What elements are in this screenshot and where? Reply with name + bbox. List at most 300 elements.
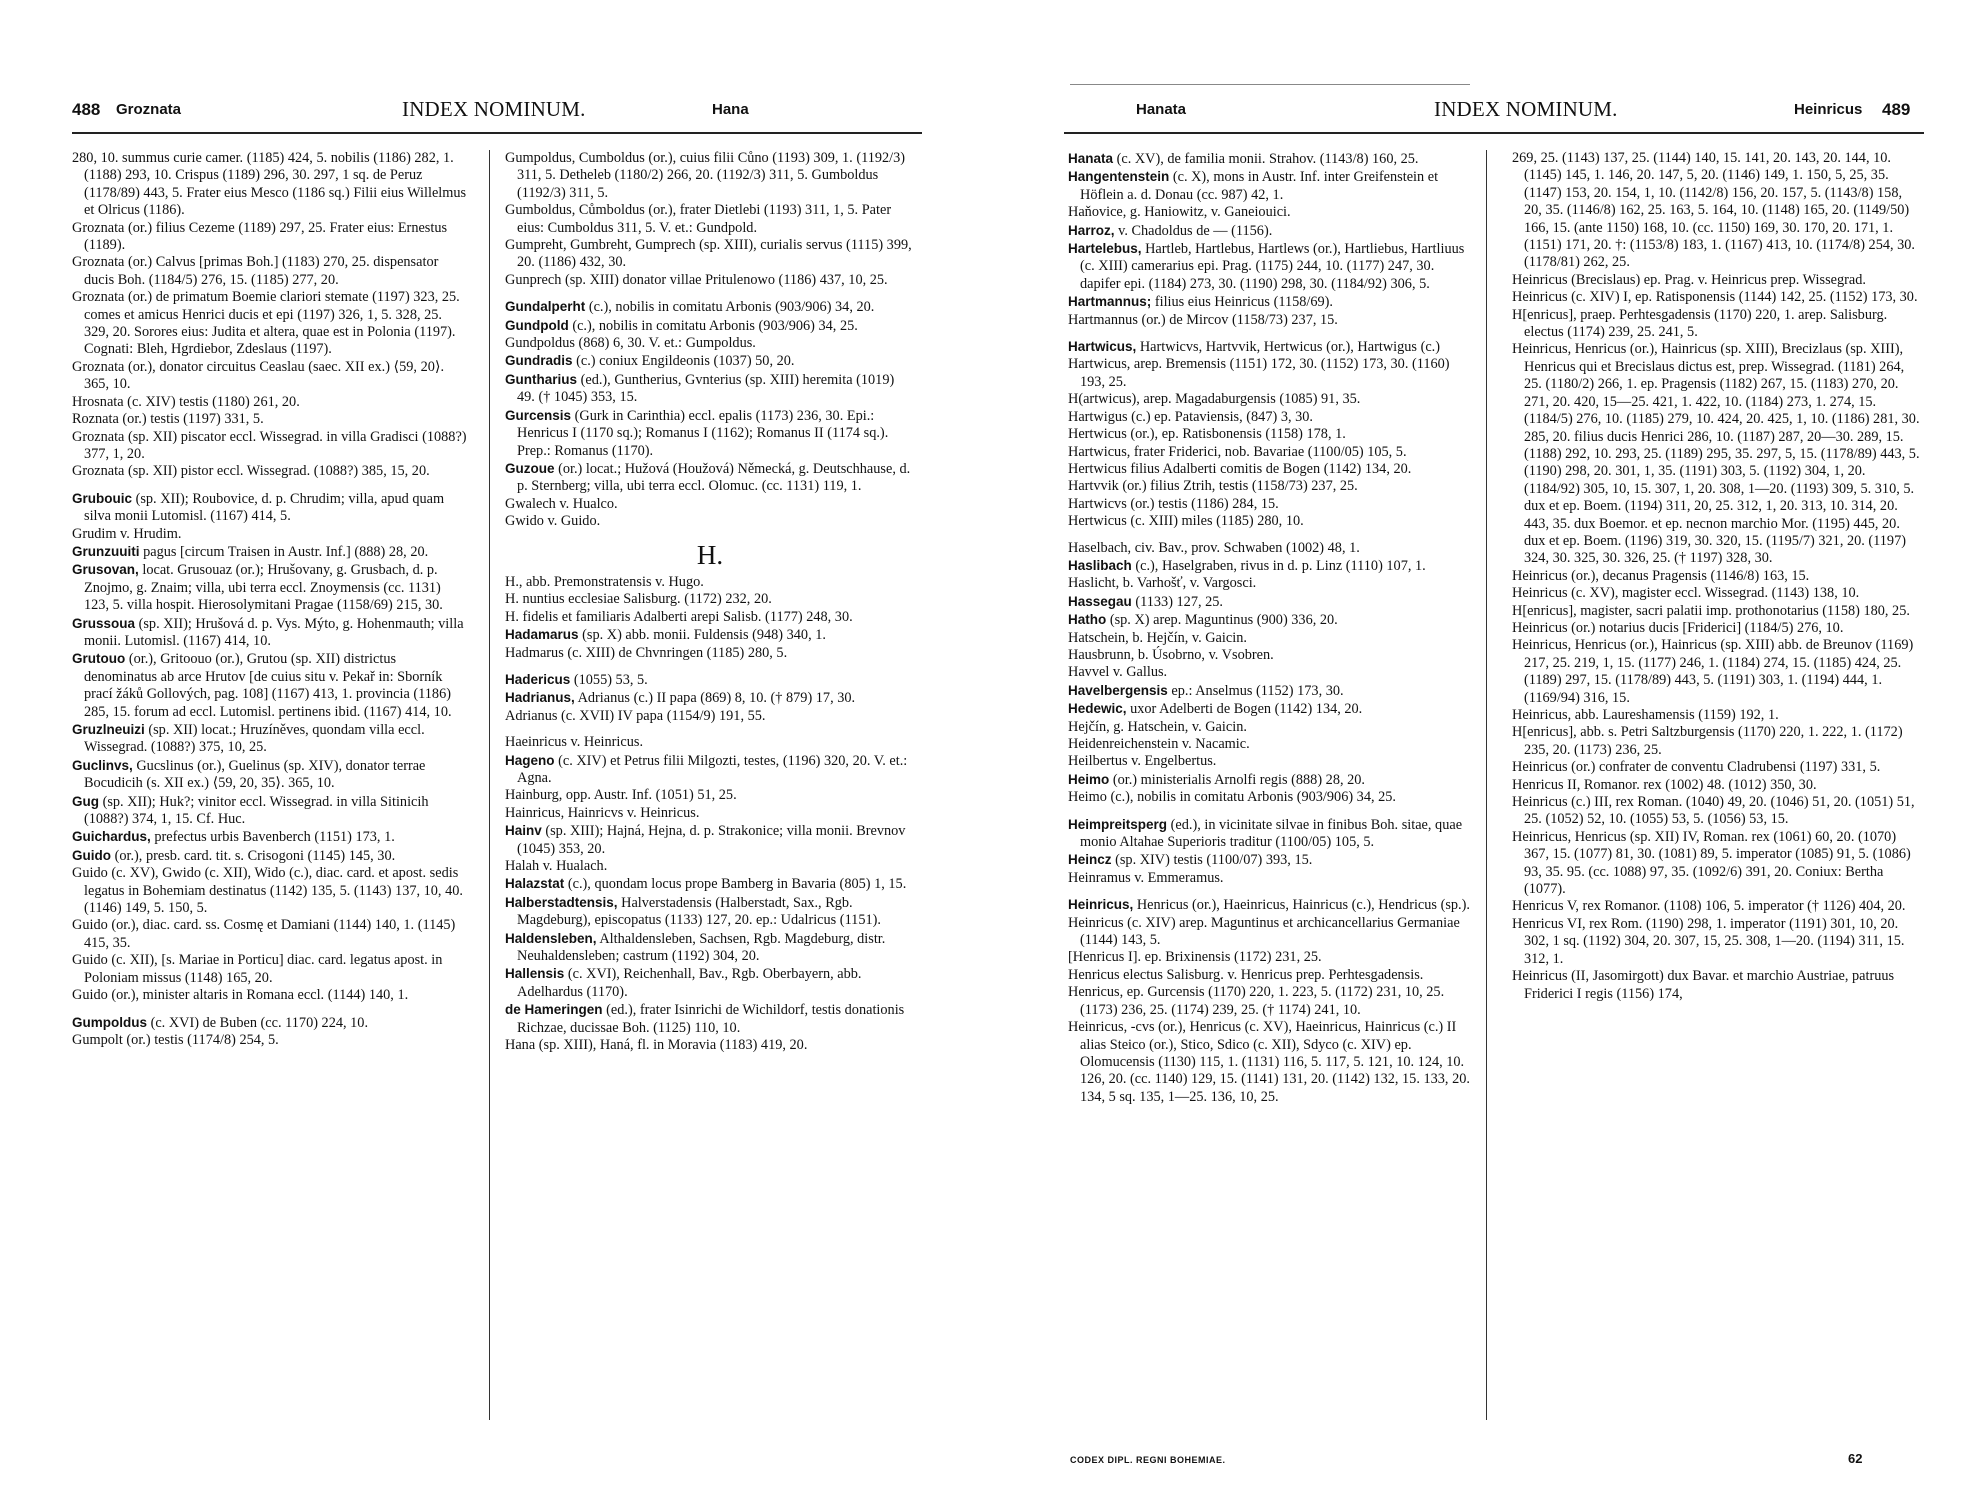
index-entry-text: (or.), presb. card. tit. s. Crisogoni (1145) 145, 30. <box>114 847 396 864</box>
index-entry <box>1068 338 1473 356</box>
index-entry <box>505 734 915 751</box>
index-entry <box>72 793 467 829</box>
index-entry-text: Groznata (sp. XII) piscator eccl. Wissegrad. in villa Gradisci (1088?) 377, 1, 20. <box>72 428 467 462</box>
index-entry <box>1512 150 1922 272</box>
index-entry-text: prefectus urbis Bavenberch (1151) 173, 1. <box>154 829 395 846</box>
index-entry-text: Heinricus (c. XV), magister eccl. Wissegrad. (1143) 138, 10. <box>1512 585 1860 602</box>
index-entry-text: H. nuntius ecclesiae Salisburg. (1172) 232, 20. <box>505 591 772 608</box>
index-entry-text: (c.), quondam locus prope Bamberg in Bavaria (805) 1, 15. <box>567 876 907 893</box>
index-entry-text: (sp. XIV) testis (1100/07) 393, 15. <box>1115 852 1313 869</box>
index-headword: de Hameringen <box>505 1002 603 1018</box>
index-entry <box>505 1001 915 1037</box>
index-headword: Hartmannus; <box>1068 294 1152 310</box>
index-entry-text: Hejčín, g. Hatschein, v. Gaicin. <box>1068 718 1247 735</box>
right-running-header <box>1064 92 1924 134</box>
index-entry-text: Henricus II, Romanor. rex (1002) 48. (1012) 350, 30. <box>1512 776 1817 793</box>
index-headword: Heimo <box>1068 771 1110 787</box>
index-entry-text: [Henricus I]. ep. Brixinensis (1172) 231, 25. <box>1068 949 1322 966</box>
index-entry <box>1068 611 1473 629</box>
index-entry <box>1068 540 1473 557</box>
index-headword: Hageno <box>505 752 555 768</box>
index-headword: Hatho <box>1068 612 1107 628</box>
index-entry <box>505 591 915 608</box>
index-entry <box>72 150 467 220</box>
index-headword: Guichardus, <box>72 829 151 845</box>
index-entry-text: Hartwicvs (or.) testis (1186) 284, 15. <box>1068 495 1279 512</box>
index-entry <box>1068 816 1473 852</box>
index-entry-text: H. fidelis et familiaris Adalberti arepi Salisb. (1177) 248, 30. <box>505 608 853 625</box>
index-entry-text: Heinricus, -cvs (or.), Henricus (c. XV), Haeinricus, Hainricus (c.) II alias Steico (or.), Stico, Sdico (c. XII), Sdyco (c. XIV) ep. Olomucensis (1130) 115, 1. (1131) 116, 5. 117, 5. 121, 10. 124, 10. 126, 20. (cc. 1140) 129, 15. (1141) 131, 20. (1142) 132, 15. 133, 20. 134, 5 sq. 135, 1—25. 136, 10, 25. <box>1068 1019 1470 1105</box>
index-entry <box>1068 870 1473 887</box>
index-entry <box>505 787 915 804</box>
index-entry <box>505 645 915 662</box>
index-entry-text: (c. XVI) de Buben (cc. 1170) 224, 10. <box>150 1014 369 1031</box>
index-entry-text: Gunprech (sp. XIII) donator villae Pritulenowo (1186) 437, 10, 25. <box>505 271 888 288</box>
index-entry-text: (ed.), Guntherius, Gvnterius (sp. XIII) heremita (1019) 49. († 1045) 353, 15. <box>517 371 895 406</box>
index-entry-text: Halverstadensis (Halberstadt, Sax., Rgb. Magdeburg), episcopatus (1133) 127, 20. ep.: Udalricus (1151). <box>517 894 881 929</box>
index-headword: Haldensleben, <box>505 930 597 946</box>
index-entry-text: 269, 25. (1143) 137, 25. (1144) 140, 15. 141, 20. 143, 20. 144, 10. (1145) 145, 1. 146, 20. 147, 5, 20. (1146) 149, 1. 150, 5, 25, 35. (1147) 153, 20. 154, 1, 10. (1142/8) 156, 20. 157, 5. (1143/8) 158, 20, 35. (1146/8) 162, 25. 163, 5. 164, 10. (1148) 165, 20. (1149/50) 166, 15. (ante 1150) 168, 10. (cc. 1150) 169, 30. 170, 20. 171, 1. (1151) 171, 20. †: (1153/8) 183, 1. (1167) 413, 10. (1174/8) 254, 30. (1178/81) 262, 25. <box>1512 150 1916 271</box>
index-entry <box>72 490 467 526</box>
left-header-first-keyword: Groznata <box>116 101 182 118</box>
index-entry <box>72 865 467 917</box>
index-entry-text: (sp. X) abb. monii. Fuldensis (948) 340, 1. <box>582 627 826 644</box>
index-entry <box>1068 222 1473 240</box>
index-entry-text: (1055) 53, 5. <box>573 671 648 688</box>
index-entry-text: (ed.), frater Isinrichi de Wichildorf, testis donationis Richzae, ducissae Boh. (1125) 110, 10. <box>517 1002 905 1036</box>
index-entry-text: (c.), nobilis in comitatu Arbonis (903/906) 34, 20. <box>588 299 875 316</box>
index-entry-text: Groznata (or.), donator circuitus Ceaslau (saec. XII ex.) ⟨59, 20⟩. 365, 10. <box>72 358 445 393</box>
index-entry <box>505 460 915 496</box>
index-entry <box>72 289 467 359</box>
index-entry <box>1068 478 1473 495</box>
index-entry <box>1512 707 1922 724</box>
index-entry <box>1068 771 1473 789</box>
index-entry <box>505 689 915 707</box>
index-headword: Gumpoldus <box>72 1014 147 1030</box>
index-entry-text: Hrosnata (c. XIV) testis (1180) 261, 20. <box>72 393 300 410</box>
index-entry-text: Grudim v. Hrudim. <box>72 525 182 542</box>
index-entry <box>505 352 915 370</box>
index-entry-text: (1133) 127, 25. <box>1135 593 1223 610</box>
index-entry <box>1512 289 1922 306</box>
index-entry <box>1068 312 1473 329</box>
index-entry-text: Hausbrunn, b. Úsobrno, v. Vsobren. <box>1068 646 1274 663</box>
index-entry-text: locat. Grusouaz (or.); Hrušovany, g. Grusbach, d. p. Znojmo, g. Znaim; villa, ubi terra eccl. Znoymensis (cc. 1131) 123, 5. villa hospit. Hierosolymitani Pragae (1158/69) 215, 30. <box>84 562 443 614</box>
index-entry-text: Hartwicvs, Hartvvik, Hertwicus (or.), Hartwigus (c.) <box>1139 339 1441 356</box>
index-headword: Hangentenstein <box>1068 169 1170 185</box>
index-entry-text: Heinricus (Brecislaus) ep. Prag. v. Heinricus prep. Wissegrad. <box>1512 271 1866 288</box>
index-entry <box>1068 409 1473 426</box>
right-header-last-keyword: Heinricus <box>1794 101 1863 118</box>
index-headword: Haslibach <box>1068 557 1132 573</box>
index-entry-text: Heinricus, abb. Laureshamensis (1159) 192, 1. <box>1512 707 1779 723</box>
index-entry <box>1068 753 1473 770</box>
index-entry <box>505 317 915 335</box>
index-headword: Hassegau <box>1068 593 1132 609</box>
index-entry <box>1512 568 1922 585</box>
index-entry <box>1512 829 1922 899</box>
index-entry <box>72 394 467 411</box>
index-entry-text: H., abb. Premonstratensis v. Hugo. <box>505 573 704 590</box>
index-entry <box>505 202 915 237</box>
index-entry <box>1068 851 1473 869</box>
index-headword: Halberstadtensis, <box>505 894 618 910</box>
index-entry-text: Hainricus, Hainricvs v. Heinricus. <box>505 804 700 821</box>
left-column-2 <box>505 150 915 1055</box>
index-entry-text: Henricus V, rex Romanor. (1108) 106, 5. imperator († 1126) 404, 20. <box>1512 898 1906 915</box>
index-headword: Guntharius <box>505 371 578 387</box>
index-entry <box>1068 630 1473 647</box>
index-entry <box>72 220 467 255</box>
index-entry <box>1068 700 1473 718</box>
index-headword: Hadamarus <box>505 627 579 643</box>
index-entry <box>1068 647 1473 664</box>
index-entry <box>72 429 467 464</box>
index-entry <box>1512 916 1922 968</box>
index-entry-text: Haeinricus v. Heinricus. <box>505 734 644 751</box>
index-entry-text: Althaldensleben, Sachsen, Rgb. Magdeburg, distr. Neuhaldensleben; castrum (1192) 304, 20. <box>517 930 886 965</box>
index-entry-text: Adrianus (c.) II papa (869) 8, 10. († 879) 17, 30. <box>577 690 856 707</box>
index-entry <box>505 609 915 626</box>
index-entry-text: Haselbach, civ. Bav., prov. Schwaben (1002) 48, 1. <box>1068 539 1360 556</box>
index-entry-text: (or.) locat.; Hužová (Houžová) Německá, g. Deutschhause, d. p. Sternberg; villa, ubi terra eccl. Olomuc. (cc. 1131) 119, 1. <box>517 460 911 495</box>
index-headword: Gundradis <box>505 353 573 369</box>
index-entry-text: (or.) ministerialis Arnolfi regis (888) 28, 20. <box>1112 771 1365 788</box>
index-headword: Grunzuuiti <box>72 543 140 559</box>
index-entry-text: pagus [circum Traisen in Austr. Inf.] (888) 28, 20. <box>143 543 429 560</box>
index-entry-text: ep.: Anselmus (1152) 173, 30. <box>1171 682 1344 699</box>
index-entry-text: H[enricus], abb. s. Petri Saltzburgensis (1170) 220, 1. 222, 1. (1172) 235, 20. (1173) 236, 25. <box>1512 724 1903 758</box>
section-letter: H. <box>696 539 724 570</box>
index-entry <box>1068 426 1473 443</box>
index-entry-text: Hartwicus, frater Friderici, nob. Bavariae (1100/05) 105, 5. <box>1068 443 1407 460</box>
index-entry <box>505 150 915 202</box>
index-headword: Gundpold <box>505 317 569 333</box>
index-entry-text: Haslicht, b. Varhošť, v. Vargosci. <box>1068 575 1257 592</box>
index-headword: Hanata <box>1068 151 1114 166</box>
index-entry-text: Henricus VI, rex Rom. (1190) 298, 1. imperator (1191) 301, 10, 20. 302, 1 sq. (1192) 304, 20. 307, 15, 25. 308, 1—20. (1194) 311, 15. 312, 1. <box>1512 915 1905 967</box>
index-entry-text: (c. XIV) et Petrus filii Milgozti, testes, (1196) 320, 20. V. et.: Agna. <box>517 752 908 786</box>
index-entry <box>1512 620 1922 637</box>
index-entry-text: Roznata (or.) testis (1197) 331, 5. <box>72 411 264 428</box>
index-entry <box>1068 150 1473 168</box>
index-entry <box>1512 724 1922 759</box>
index-entry-text: (c. X), mons in Austr. Inf. inter Greifenstein et Höflein a. d. Donau (cc. 987) 42, 1. <box>1080 169 1439 203</box>
index-entry-text: Gwalech v. Hualco. <box>505 495 618 512</box>
right-header-title: INDEX NOMINUM. <box>1434 97 1618 121</box>
index-headword: Halazstat <box>505 876 565 892</box>
index-entry <box>505 858 915 875</box>
right-column-1 <box>1068 150 1473 1106</box>
index-entry-text: Gumpoldus, Cumboldus (or.), cuius filii Cůno (1193) 309, 1. (1192/3) 311, 5. Detheleb (1180/2) 266, 20. (1192/3) 311, 5. Gumboldus (1192/3) 311, 5. <box>505 150 906 201</box>
index-entry-text: uxor Adelberti de Bogen (1142) 134, 20. <box>1130 701 1363 718</box>
index-entry-text: (c.), nobilis in comitatu Arbonis (903/906) 34, 25. <box>572 317 858 334</box>
index-entry-text: Heinricus (c. XIV) I, ep. Ratisponensis (1144) 142, 25. (1152) 173, 30. <box>1512 289 1918 306</box>
index-entry-text: (c. XVI), Reichenhall, Bav., Rgb. Oberbayern, abb. Adelhardus (1170). <box>517 966 862 1000</box>
index-entry <box>1068 719 1473 736</box>
index-entry-text: Henricus, ep. Gurcensis (1170) 220, 1. 223, 5. (1172) 231, 10, 25. (1173) 236, 25. (1174) 239, 25. († 1174) 241, 10. <box>1068 984 1445 1018</box>
index-entry-text: Hertwicus filius Adalberti comitis de Bogen (1142) 134, 20. <box>1068 460 1412 477</box>
index-entry-text: (sp. XIII); Hajná, Hejna, d. p. Strakonice; villa monii. Brevnov (1045) 353, 20. <box>517 823 906 857</box>
index-entry <box>72 952 467 987</box>
index-entry <box>72 561 467 614</box>
index-entry <box>1512 272 1922 289</box>
index-entry <box>1068 593 1473 611</box>
index-entry <box>1512 794 1922 829</box>
sheet-number: 62 <box>1848 1451 1863 1466</box>
index-entry-text: filius eius Heinricus (1158/69). <box>1154 294 1333 311</box>
index-entry-text: Hartwicus, arep. Bremensis (1151) 172, 30. (1152) 173, 30. (1160) 193, 25. <box>1068 356 1450 390</box>
index-entry-text: Hertwicus (c. XIII) miles (1185) 280, 10. <box>1068 513 1304 530</box>
index-entry <box>505 875 915 893</box>
index-headword: Heincz <box>1068 852 1112 868</box>
index-entry <box>72 650 467 721</box>
left-header-last-keyword: Hana <box>712 101 749 118</box>
index-headword: Grusovan, <box>72 562 139 578</box>
index-entry-text: Heimo (c.), nobilis in comitatu Arbonis (903/906) 34, 25. <box>1068 789 1396 806</box>
right-header-first-keyword: Hanata <box>1136 101 1187 118</box>
index-entry <box>1512 777 1922 794</box>
index-entry-text: Hartmannus (or.) de Mircov (1158/73) 237, 15. <box>1068 311 1338 328</box>
left-column-divider <box>489 150 490 1420</box>
index-entry <box>1068 240 1473 293</box>
index-entry <box>1068 1019 1473 1106</box>
left-column-1 <box>72 150 467 1049</box>
index-entry-text: Heinricus (or.), decanus Pragensis (1146/8) 163, 15. <box>1512 567 1810 584</box>
index-entry-text: Hertwicus (or.), ep. Ratisbonensis (1158) 178, 1. <box>1068 426 1346 443</box>
index-entry <box>1512 898 1922 915</box>
index-entry <box>1068 896 1473 914</box>
index-headword: Hedewic, <box>1068 701 1127 717</box>
index-entry-text: 280, 10. summus curie camer. (1185) 424, 5. nobilis (1186) 282, 1. (1188) 293, 10. Crispus (1189) 296, 30. 297, 1 sq. de Peruz (1178/89) 443, 5. Frater eius Mesco (1186 sq.) Filii eius Willelmus et Olricus (1186). <box>72 150 467 219</box>
right-header-top-rule <box>1070 84 1470 85</box>
index-entry <box>505 822 915 858</box>
index-entry-text: Groznata (or.) filius Cezeme (1189) 297, 25. Frater eius: Ernestus (1189). <box>72 219 448 254</box>
index-entry <box>72 828 467 846</box>
index-entry <box>1068 575 1473 592</box>
index-entry-text: (ed.), in vicinitate silvae in finibus Boh. sitae, quae monio Altahae Superioris traditur (1100/05) 105, 5. <box>1080 816 1463 851</box>
index-headword: Harroz, <box>1068 222 1115 238</box>
index-entry-text: Henricus (or.), Haeinricus, Hainricus (c.), Hendricus (sp.). <box>1136 897 1470 914</box>
index-headword: Gurcensis <box>505 407 572 423</box>
index-entry-text: Gumpreht, Gumbreht, Gumprech (sp. XIII), curialis servus (1115) 399, 20. (1186) 432, 30. <box>505 237 912 271</box>
index-entry <box>72 411 467 428</box>
left-running-header <box>72 92 922 134</box>
index-entry <box>505 513 915 530</box>
index-entry <box>505 805 915 822</box>
index-headword: Hainv <box>505 823 542 839</box>
index-entry <box>1068 949 1473 966</box>
index-entry-text: Gundpoldus (868) 6, 30. V. et.: Gumpoldus. <box>505 335 756 352</box>
index-entry <box>505 894 915 930</box>
index-entry <box>72 615 467 651</box>
index-entry <box>505 1037 915 1054</box>
index-entry <box>72 359 467 394</box>
index-entry-text: Heilbertus v. Engelbertus. <box>1068 753 1217 770</box>
index-entry-text: Groznata (or.) de primatum Boemie clariori stemate (1197) 323, 25. comes et amicus Henrici ducis et epi (1197) 326, 1, 5. 328, 25. 329, 20. Sorores eius: Judita et altera, quae est in Polonia (1197). Cognati: Bleh, Hgrdiebor, Zdeslaus (1197). <box>72 289 460 358</box>
index-entry-text: Halah v. Hualach. <box>505 858 608 875</box>
index-headword: Guzoue <box>505 460 555 476</box>
index-entry <box>72 721 467 757</box>
index-entry <box>1068 984 1473 1019</box>
index-entry-text: (Gurk in Carinthia) eccl. epalis (1173) 236, 30. Epi.: Henricus I (1170 sq.); Romanus I (1162); Romanus II (1174 sq.). Prep.: Romanus (1170). <box>517 407 889 459</box>
index-headword: Heimpreitsperg <box>1068 816 1168 832</box>
index-entry-text: Hartleb, Hartlebus, Hartlews (or.), Hartliebus, Hartliuus (c. XIII) camerarius epi. Prag. (1175) 244, 10. (1177) 247, 30. dapifer epi. (1184) 273, 30. (1190) 298, 30. (1184/92) 306, 5. <box>1080 241 1465 292</box>
right-page-number: 489 <box>1882 100 1911 119</box>
index-headword: Heinricus, <box>1068 897 1134 913</box>
index-headword: Gruzlneuizi <box>72 722 145 737</box>
index-headword: Grutouo <box>72 651 126 667</box>
index-entry-text: H(artwicus), arep. Magadaburgensis (1085) 91, 35. <box>1068 391 1361 408</box>
index-entry-text: Heinricus, Henricus (or.), Hainricus (sp. XIII) abb. de Breunov (1169) 217, 25. 219, 1, 15. (1177) 246, 1. (1184) 274, 15. (1185) 424, 25. (1189) 297, 15. (1178/89) 443, 5. (1191) 303, 1. (1194) 444, 1. (1169/94) 316, 15. <box>1512 637 1914 706</box>
index-entry <box>72 917 467 952</box>
index-entry-text: Groznata (or.) Calvus [primas Boh.] (1183) 270, 25. dispensator ducis Boh. (1184/5) 276, 15. (1185) 277, 20. <box>72 254 439 288</box>
index-headword: Grubouic <box>72 490 132 506</box>
index-entry <box>1512 603 1922 620</box>
index-entry-text: Heinramus v. Emmeramus. <box>1068 869 1224 886</box>
index-entry <box>1068 444 1473 461</box>
index-entry-text: Hartwigus (c.) ep. Pataviensis, (847) 3, 30. <box>1068 408 1313 425</box>
index-entry-text: Heinricus (or.) confrater de conventu Cladrubensi (1197) 331, 5. <box>1512 759 1881 776</box>
right-page <box>1040 0 1978 1500</box>
index-entry-text: (sp. XII); Roubovice, d. p. Chrudim; villa, apud quam silva monii Lutomisl. (1167) 414, 5. <box>84 490 445 525</box>
index-headword: Gundalperht <box>505 299 586 315</box>
index-headword: Hartwicus, <box>1068 339 1137 355</box>
index-entry-text: (or.), Gritoouo (or.), Grutou (sp. XII) districtus denominatus ab arce Hrutov [de cuius situ v. Pekař in: Sborník prací žáků Gollových, pag. 108] (1167) 413, 1. provincia (1186) 285, 15. forum ad eccl. Lutomisl. pertinens ibid. (1167) 414, 10. <box>84 651 452 720</box>
index-entry-text: Gumpolt (or.) testis (1174/8) 254, 5. <box>72 1031 279 1048</box>
index-entry-text: Guido (or.), diac. card. ss. Cosmę et Damiani (1144) 140, 1. (1145) 415, 35. <box>72 917 456 951</box>
index-entry <box>1068 664 1473 681</box>
index-entry-text: Hadmarus (c. XIII) de Chvnringen (1185) 280, 5. <box>505 644 788 661</box>
index-entry <box>505 574 915 591</box>
index-entry-text: Adrianus (c. XVII) IV papa (1154/9) 191, 55. <box>505 707 766 724</box>
index-entry <box>1068 789 1473 806</box>
index-entry-text: Heinricus (c.) III, rex Roman. (1040) 49, 20. (1046) 51, 20. (1051) 51, 25. (1052) 52, 10. (1055) 53, 5. (1056) 53, 15. <box>1512 794 1915 828</box>
index-entry <box>1512 637 1922 707</box>
index-entry <box>1068 204 1473 221</box>
index-entry <box>505 335 915 352</box>
index-entry-text: Groznata (sp. XII) pistor eccl. Wissegrad. (1088?) 385, 15, 20. <box>72 463 430 480</box>
index-entry <box>505 407 915 460</box>
index-entry <box>505 237 915 272</box>
index-entry <box>72 1014 467 1032</box>
index-entry-text: (c.), Haselgraben, rivus in d. p. Linz (1110) 107, 1. <box>1135 557 1426 574</box>
index-entry-text: Henricus electus Salisburg. v. Henricus prep. Perhtesgadensis. <box>1068 966 1424 983</box>
index-entry <box>505 626 915 644</box>
index-entry-text: Guido (c. XV), Gwido (c. XII), Wido (c.), diac. card. et apost. sedis legatus in Bohemiam destinatus (1142) 135, 5. (1143) 137, 10, 40. (1146) 149, 5. 150, 5. <box>72 865 463 917</box>
index-headword: Grussoua <box>72 615 136 631</box>
index-entry <box>505 965 915 1001</box>
index-entry-text: Heinricus, Henricus (or.), Hainricus (sp. XIII), Brecizlaus (sp. XIII), Henricus qui et Brecislaus dictus est, prep. Wissegrad. (1181) 264, 25. (1180/2) 266, 1. ep. Pragensis (1182) 267, 15. (1183) 270, 20. 271, 20. 420, 15—25. 421, 1. 422, 10. (1184) 273, 1. 274, 15. (1184/5) 276, 10. (1185) 279, 10. 424, 20. 425, 1, 10. (1186) 281, 30. 285, 20. filius ducis Henrici 286, 10. (1187) 287, 20—30. 289, 15. (1188) 292, 10. 293, 25. (1189) 295, 35. 297, 5, 15. (1178/89) 443, 5. (1190) 298, 20. 301, 1, 35. (1191) 303, 5. (1192) 304, 1, 20. (1184/92) 305, 10, 15. 307, 1, 20. 308, 1—20. (1193) 309, 5. 310, 5. dux et ep. Boem. (1194) 311, 20, 25. 312, 1, 20. 313, 10. 314, 20. 443, 35. dux Boemor. et ep. necnon marchio Mor. (1195) 445, 20. dux et ep. Boem. (1196) 319, 30. 320, 15. (1195/7) 321, 20. (1197) 324, 30. 325, 30. 326, 25. († 1197) 328, 30. <box>1512 341 1920 567</box>
index-entry-text: Heinricus, Henricus (sp. XII) IV, Roman. rex (1061) 60, 20. (1070) 367, 15. (1077) 81, 30. (1081) 89, 5. imperator (1085) 91, 5. (1086) 93, 35. 95. (cc. 1088) 97, 35. (1092/6) 391, 20. Coniux: Bertha (1077). <box>1512 828 1911 898</box>
index-entry <box>505 496 915 513</box>
index-entry <box>1512 759 1922 776</box>
index-headword: Hadericus <box>505 671 571 687</box>
index-entry-text: Hainburg, opp. Austr. Inf. (1051) 51, 25. <box>505 787 737 804</box>
index-entry <box>1068 293 1473 311</box>
index-entry-text: Hana (sp. XIII), Haná, fl. in Moravia (1183) 419, 20. <box>505 1037 808 1054</box>
index-entry <box>505 371 915 407</box>
index-entry-text: (c. XV), de familia monii. Strahov. (1143/8) 160, 25. <box>1116 151 1419 167</box>
index-entry-text: Heidenreichenstein v. Nacamic. <box>1068 736 1250 752</box>
index-entry <box>1068 915 1473 950</box>
right-column-2 <box>1512 150 1922 1003</box>
index-entry-text: v. Chadoldus de — (1156). <box>1118 222 1273 239</box>
index-entry <box>1068 461 1473 478</box>
index-entry <box>72 463 467 480</box>
left-page-number: 488 <box>72 100 101 119</box>
index-entry-text: (sp. XII) locat.; Hruzíněves, quondam villa eccl. Wissegrad. (1088?) 375, 10, 25. <box>84 722 425 756</box>
index-entry-text: (c.) coniux Engildeonis (1037) 50, 20. <box>576 353 795 370</box>
index-entry-text: Heinricus (II, Jasomirgott) dux Bavar. et marchio Austriae, patruus Friderici I regis (1156) 174, <box>1512 968 1895 1002</box>
index-entry <box>72 757 467 793</box>
index-entry <box>72 543 467 561</box>
index-entry-text: (sp. XII); Huk?; vinitor eccl. Wissegrad. in villa Sitinicih (1088?) 374, 1, 15. Cf. Huc. <box>84 793 429 828</box>
index-entry <box>505 930 915 966</box>
index-entry-text: Gumboldus, Cůmboldus (or.), frater Dietlebi (1193) 311, 1, 5. Pater eius: Cumboldus 311, 5. V. et.: Gundpold. <box>505 202 892 236</box>
index-entry <box>1512 585 1922 602</box>
index-entry <box>1068 391 1473 408</box>
index-entry-text: Havvel v. Gallus. <box>1068 664 1168 681</box>
index-entry-text: Guido (or.), minister altaris in Romana eccl. (1144) 140, 1. <box>72 987 409 1004</box>
index-entry-text: H[enricus], magister, sacri palatii imp. prothonotarius (1158) 180, 25. <box>1512 602 1910 619</box>
index-entry <box>72 847 467 865</box>
index-entry-text: Guido (c. XII), [s. Mariae in Porticu] diac. card. legatus apost. in Poloniam missus (1148) 165, 20. <box>72 952 443 986</box>
signature-line: CODEX DIPL. REGNI BOHEMIAE. <box>1070 1455 1226 1465</box>
index-entry <box>1068 967 1473 984</box>
index-entry <box>72 987 467 1004</box>
index-entry <box>72 1032 467 1049</box>
index-entry <box>72 254 467 289</box>
index-entry <box>1068 168 1473 204</box>
index-headword: Guclinvs, <box>72 757 133 773</box>
index-entry <box>1512 307 1922 342</box>
index-entry <box>1512 341 1922 567</box>
index-entry-text: Hartvvik (or.) filius Ztrih, testis (1158/73) 237, 25. <box>1068 478 1358 495</box>
index-headword: Guido <box>72 847 111 863</box>
left-page <box>0 0 935 1500</box>
index-headword: Gug <box>72 793 99 809</box>
index-entry <box>1068 356 1473 391</box>
index-entry-text: (sp. X) arep. Maguntinus (900) 336, 20. <box>1109 612 1338 629</box>
index-headword: Havelbergensis <box>1068 682 1168 698</box>
index-entry <box>1068 513 1473 530</box>
index-entry <box>505 298 915 316</box>
index-entry <box>1068 736 1473 753</box>
index-entry <box>1068 682 1473 700</box>
index-entry <box>72 526 467 543</box>
index-entry <box>505 272 915 289</box>
index-headword: Hallensis <box>505 966 565 982</box>
index-entry-text: Gucslinus (or.), Guelinus (sp. XIV), donator terrae Bocudicih (s. XII ex.) ⟨59, 20, 35⟩. 365, 10. <box>84 757 426 792</box>
index-entry-text: H[enricus], praep. Perhtesgadensis (1170) 220, 1. arep. Salisburg. electus (1174) 239, 25. 241, 5. <box>1512 306 1888 341</box>
left-header-title: INDEX NOMINUM. <box>402 97 586 121</box>
index-headword: Hadrianus, <box>505 690 575 706</box>
index-entry-text: Gwido v. Guido. <box>505 513 601 530</box>
index-entry <box>1068 496 1473 513</box>
index-headword: Hartelebus, <box>1068 241 1142 257</box>
index-entry <box>505 671 915 689</box>
index-entry-text: Haňovice, g. Haniowitz, v. Ganeiouici. <box>1068 204 1291 221</box>
index-entry <box>1068 557 1473 575</box>
index-entry <box>1512 968 1922 1003</box>
right-column-divider <box>1486 150 1487 1420</box>
index-entry-text: Heinricus (c. XIV) arep. Maguntinus et archicancellarius Germaniae (1144) 143, 5. <box>1068 914 1460 949</box>
index-entry-text: Hatschein, b. Hejčín, v. Gaicin. <box>1068 629 1247 646</box>
index-entry <box>505 708 915 725</box>
index-entry-text: (sp. XII); Hrušová d. p. Vys. Mýto, g. Hohenmauth; villa monii. Lutomisl. (1167) 414, 10. <box>84 615 464 649</box>
